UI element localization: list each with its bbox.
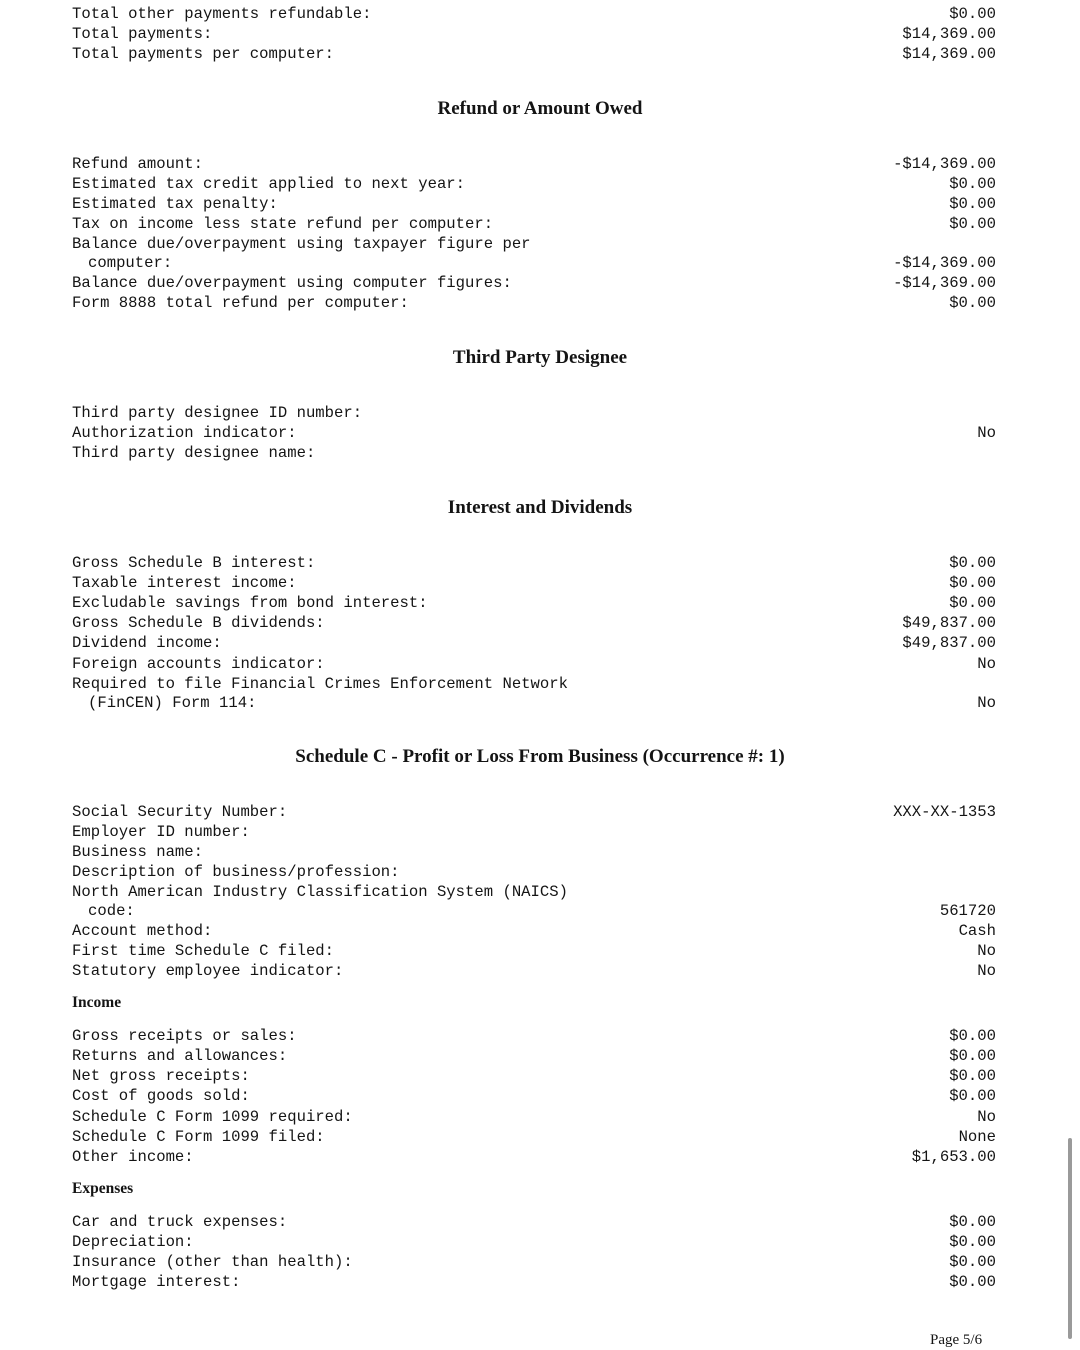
- row-label: Form 8888 total refund per computer:: [72, 294, 409, 312]
- row-statutory-employee-indicator: [72, 961, 996, 981]
- row-label: Car and truck expenses:: [72, 1213, 288, 1231]
- row-label: Mortgage interest:: [72, 1273, 241, 1291]
- row-label: Dividend income:: [72, 634, 222, 652]
- row-business-description: [72, 862, 996, 882]
- row-label: Schedule C Form 1099 filed:: [72, 1128, 325, 1146]
- row-value: $0.00: [949, 1047, 996, 1065]
- subsection-title-expenses: Expenses: [72, 1180, 134, 1197]
- row-employer-id-number: [72, 822, 996, 842]
- row-third-party-id: [72, 403, 996, 423]
- row-authorization-indicator: [72, 423, 996, 443]
- row-label: Estimated tax penalty:: [72, 195, 278, 213]
- row-label: Refund amount:: [72, 155, 204, 173]
- row-label: Insurance (other than health):: [72, 1253, 353, 1271]
- row-label: Other income:: [72, 1148, 194, 1166]
- row-form-1099-required: [72, 1107, 996, 1127]
- row-label: Third party designee name:: [72, 444, 316, 462]
- row-taxable-interest-income: [72, 573, 996, 593]
- row-estimated-tax-penalty: [72, 194, 996, 214]
- row-car-and-truck-expenses: [72, 1212, 996, 1232]
- row-label: First time Schedule C filed:: [72, 942, 335, 960]
- row-value: $49,837.00: [902, 614, 996, 632]
- subsection-title-income: Income: [72, 994, 122, 1011]
- row-mortgage-interest: [72, 1272, 996, 1292]
- row-fincen-form-114: [72, 674, 996, 714]
- row-label: North American Industry Classification System (NAICS): [72, 883, 568, 901]
- row-label: Foreign accounts indicator:: [72, 655, 325, 673]
- row-label-continued: computer:: [88, 254, 173, 272]
- row-label: Balance due/overpayment using computer figures:: [72, 274, 512, 292]
- row-value: $0.00: [949, 1087, 996, 1105]
- row-tax-on-income-less-state-refund: [72, 214, 996, 234]
- row-label: Gross receipts or sales:: [72, 1027, 297, 1045]
- row-label: Account method:: [72, 922, 213, 940]
- row-label: Taxable interest income:: [72, 574, 297, 592]
- row-value: $0.00: [949, 294, 996, 312]
- row-value: $0.00: [949, 215, 996, 233]
- row-foreign-accounts-indicator: [72, 654, 996, 674]
- row-excludable-savings-bond-interest: [72, 593, 996, 613]
- row-value: XXX-XX-1353: [893, 803, 996, 821]
- row-value: $0.00: [949, 1233, 996, 1251]
- row-value: 561720: [939, 902, 996, 920]
- row-value: Cash: [958, 922, 996, 940]
- row-label: Cost of goods sold:: [72, 1087, 250, 1105]
- row-total-payments: [72, 24, 996, 44]
- row-value: $0.00: [949, 5, 996, 23]
- row-label: Gross Schedule B dividends:: [72, 614, 325, 632]
- row-label: Gross Schedule B interest:: [72, 554, 316, 572]
- row-label: Statutory employee indicator:: [72, 962, 344, 980]
- row-social-security-number: [72, 802, 996, 822]
- row-label: Estimated tax credit applied to next year:: [72, 175, 466, 193]
- row-value: $0.00: [949, 195, 996, 213]
- row-value: $0.00: [949, 554, 996, 572]
- row-account-method: [72, 921, 996, 941]
- row-value: $0.00: [949, 1253, 996, 1271]
- row-refund-amount: [72, 154, 996, 174]
- row-cost-of-goods-sold: [72, 1086, 996, 1106]
- row-value: $0.00: [949, 594, 996, 612]
- row-label: Total other payments refundable:: [72, 5, 372, 23]
- row-label: Net gross receipts:: [72, 1067, 250, 1085]
- section-title-schedule-c: Schedule C - Profit or Loss From Business (Occurrence #: 1): [295, 746, 785, 767]
- row-first-time-schedule-c: [72, 941, 996, 961]
- row-value: No: [977, 1108, 996, 1126]
- row-value: $14,369.00: [902, 45, 996, 63]
- row-value: -$14,369.00: [893, 274, 996, 292]
- row-label: Employer ID number:: [72, 823, 250, 841]
- vertical-scrollbar[interactable]: [1068, 1138, 1072, 1339]
- row-value: $0.00: [949, 1273, 996, 1291]
- row-label: Excludable savings from bond interest:: [72, 594, 428, 612]
- row-value: None: [958, 1128, 996, 1146]
- row-label: Required to file Financial Crimes Enforcement Network: [72, 675, 568, 693]
- row-gross-schedule-b-interest: [72, 553, 996, 573]
- row-value: $14,369.00: [902, 25, 996, 43]
- section-title-interest: Interest and Dividends: [447, 497, 633, 518]
- row-label: Third party designee ID number:: [72, 404, 363, 422]
- row-dividend-income: [72, 633, 996, 653]
- row-form-1099-filed: [72, 1127, 996, 1147]
- row-value: $0.00: [949, 175, 996, 193]
- row-label: Depreciation:: [72, 1233, 194, 1251]
- row-label: Description of business/profession:: [72, 863, 400, 881]
- page-number: Page 5/6: [930, 1332, 983, 1348]
- row-value: No: [977, 694, 996, 712]
- row-balance-due-computer-figures: [72, 273, 996, 293]
- row-label: Returns and allowances:: [72, 1047, 288, 1065]
- row-depreciation: [72, 1232, 996, 1252]
- row-net-gross-receipts: [72, 1066, 996, 1086]
- row-label: Schedule C Form 1099 required:: [72, 1108, 353, 1126]
- row-value: $1,653.00: [911, 1148, 996, 1166]
- row-balance-due-taxpayer-figure: [72, 234, 996, 274]
- row-returns-and-allowances: [72, 1046, 996, 1066]
- row-label-continued: code:: [88, 902, 135, 920]
- row-value: -$14,369.00: [893, 155, 996, 173]
- row-gross-schedule-b-dividends: [72, 613, 996, 633]
- row-label: Total payments:: [72, 25, 213, 43]
- row-label: Total payments per computer:: [72, 45, 335, 63]
- row-insurance-other-than-health: [72, 1252, 996, 1272]
- section-title-refund: Refund or Amount Owed: [437, 98, 643, 119]
- row-other-income: [72, 1147, 996, 1167]
- section-title-third-party: Third Party Designee: [452, 347, 628, 368]
- row-label: Authorization indicator:: [72, 424, 297, 442]
- row-value: $0.00: [949, 1213, 996, 1231]
- row-value: $0.00: [949, 574, 996, 592]
- row-business-name: [72, 842, 996, 862]
- row-label-continued: (FinCEN) Form 114:: [88, 694, 257, 712]
- row-value: No: [977, 942, 996, 960]
- row-total-other-payments-refundable: [72, 4, 996, 24]
- row-label: Business name:: [72, 843, 204, 861]
- row-value: $0.00: [949, 1067, 996, 1085]
- row-third-party-name: [72, 443, 996, 463]
- row-gross-receipts: [72, 1026, 996, 1046]
- row-value: No: [977, 655, 996, 673]
- row-label: Balance due/overpayment using taxpayer figure per: [72, 235, 531, 253]
- row-naics-code: [72, 882, 996, 922]
- row-value: -$14,369.00: [893, 254, 996, 272]
- row-label: Tax on income less state refund per computer:: [72, 215, 494, 233]
- row-label: Social Security Number:: [72, 803, 288, 821]
- row-value: $0.00: [949, 1027, 996, 1045]
- row-form-8888-total-refund: [72, 293, 996, 313]
- row-value: No: [977, 962, 996, 980]
- row-total-payments-per-computer: [72, 44, 996, 64]
- row-estimated-tax-credit: [72, 174, 996, 194]
- row-value: $49,837.00: [902, 634, 996, 652]
- row-value: No: [977, 424, 996, 442]
